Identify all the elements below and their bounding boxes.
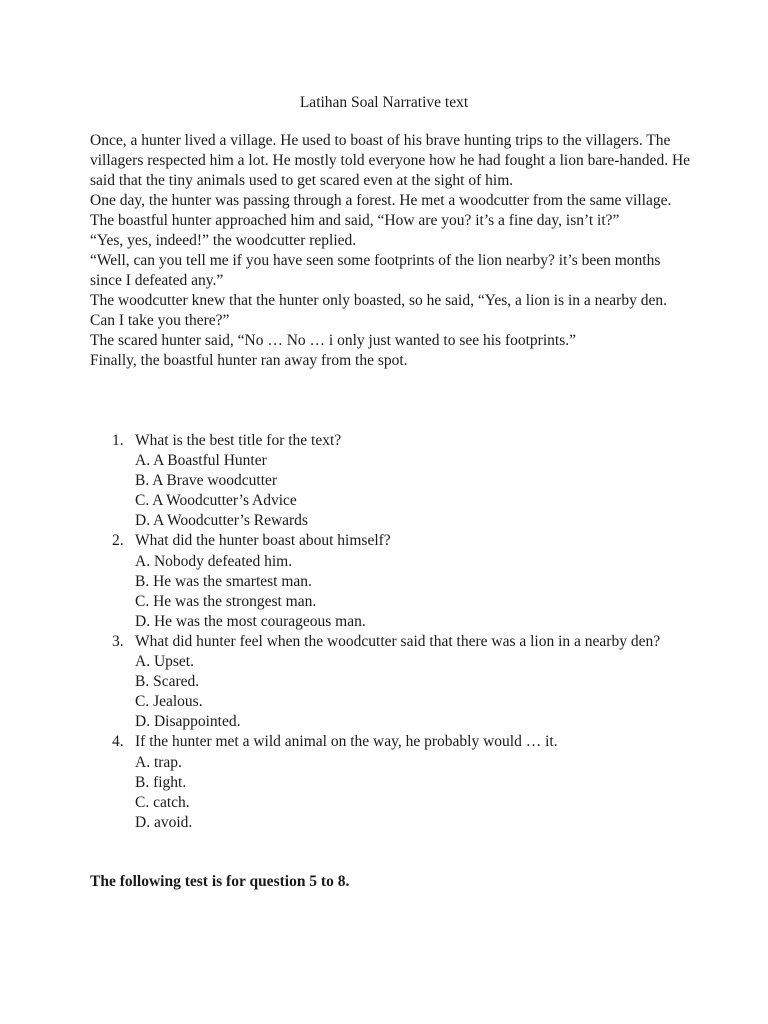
- question-text: If the hunter met a wild animal on the way, he probably would … it.: [135, 733, 558, 751]
- question-number: 3.: [112, 632, 124, 650]
- answer-option: D. Disappointed.: [135, 713, 241, 731]
- story-paragraph: The scared hunter said, “No … No … i only just wanted to see his footprints.”: [90, 332, 576, 349]
- section-note: The following test is for question 5 to 8.: [90, 873, 350, 890]
- answer-option: B. Scared.: [135, 673, 200, 691]
- story-paragraph: Once, a hunter lived a village. He used to boast of his brave hunting trips to the villagers. The villagers respected him a lot. He mostly told everyone how he had fought a lion bare-handed. He said that the tiny animals used to get scared even at the sight of him.: [90, 132, 691, 189]
- answer-option: D. avoid.: [135, 813, 193, 831]
- question-item: [90, 531, 690, 631]
- story-paragraph: The boastful hunter approached him and said, “How are you? it’s a fine day, isn’t it?”: [90, 212, 620, 229]
- narrative-text: [90, 131, 690, 371]
- answer-option: A. A Boastful Hunter: [135, 452, 267, 470]
- answer-option: C. catch.: [135, 793, 190, 811]
- story-paragraph: The woodcutter knew that the hunter only boasted, so he said, “Yes, a lion is in a nearby den. Can I take you there?”: [90, 292, 667, 329]
- answer-options: [135, 451, 690, 531]
- answer-option: D. A Woodcutter’s Rewards: [135, 512, 308, 530]
- question-text: What did the hunter boast about himself?: [135, 532, 391, 550]
- question-list: [90, 431, 690, 833]
- answer-option: B. He was the smartest man.: [135, 572, 312, 590]
- question-item: [90, 732, 690, 832]
- story-paragraph: One day, the hunter was passing through a forest. He met a woodcutter from the same village.: [90, 192, 672, 209]
- answer-option: C. A Woodcutter’s Advice: [135, 492, 297, 510]
- answer-option: D. He was the most courageous man.: [135, 612, 366, 630]
- answer-option: A. Nobody defeated him.: [135, 552, 293, 570]
- answer-options: [135, 552, 690, 632]
- question-number: 2.: [112, 532, 124, 550]
- story-paragraph: “Yes, yes, indeed!” the woodcutter replied.: [90, 232, 357, 249]
- answer-options: [135, 753, 690, 833]
- question-item: [90, 431, 690, 531]
- answer-option: C. He was the strongest man.: [135, 592, 317, 610]
- answer-options: [135, 652, 690, 732]
- answer-option: B. fight.: [135, 773, 187, 791]
- story-paragraph: Finally, the boastful hunter ran away from the spot.: [90, 352, 408, 369]
- question-number: 1.: [112, 432, 124, 449]
- answer-option: C. Jealous.: [135, 693, 203, 711]
- page-title: Latihan Soal Narrative text: [299, 94, 469, 111]
- question-text: What is the best title for the text?: [135, 432, 342, 449]
- question-number: 4.: [112, 733, 124, 751]
- answer-option: A. Upset.: [135, 653, 194, 671]
- answer-option: B. A Brave woodcutter: [135, 472, 278, 490]
- story-paragraph: “Well, can you tell me if you have seen some footprints of the lion nearby? it’s been months since I defeated any.”: [90, 252, 661, 289]
- answer-option: A. trap.: [135, 753, 182, 771]
- question-text: What did hunter feel when the woodcutter said that there was a lion in a nearby den?: [135, 632, 661, 650]
- question-item: [90, 632, 690, 732]
